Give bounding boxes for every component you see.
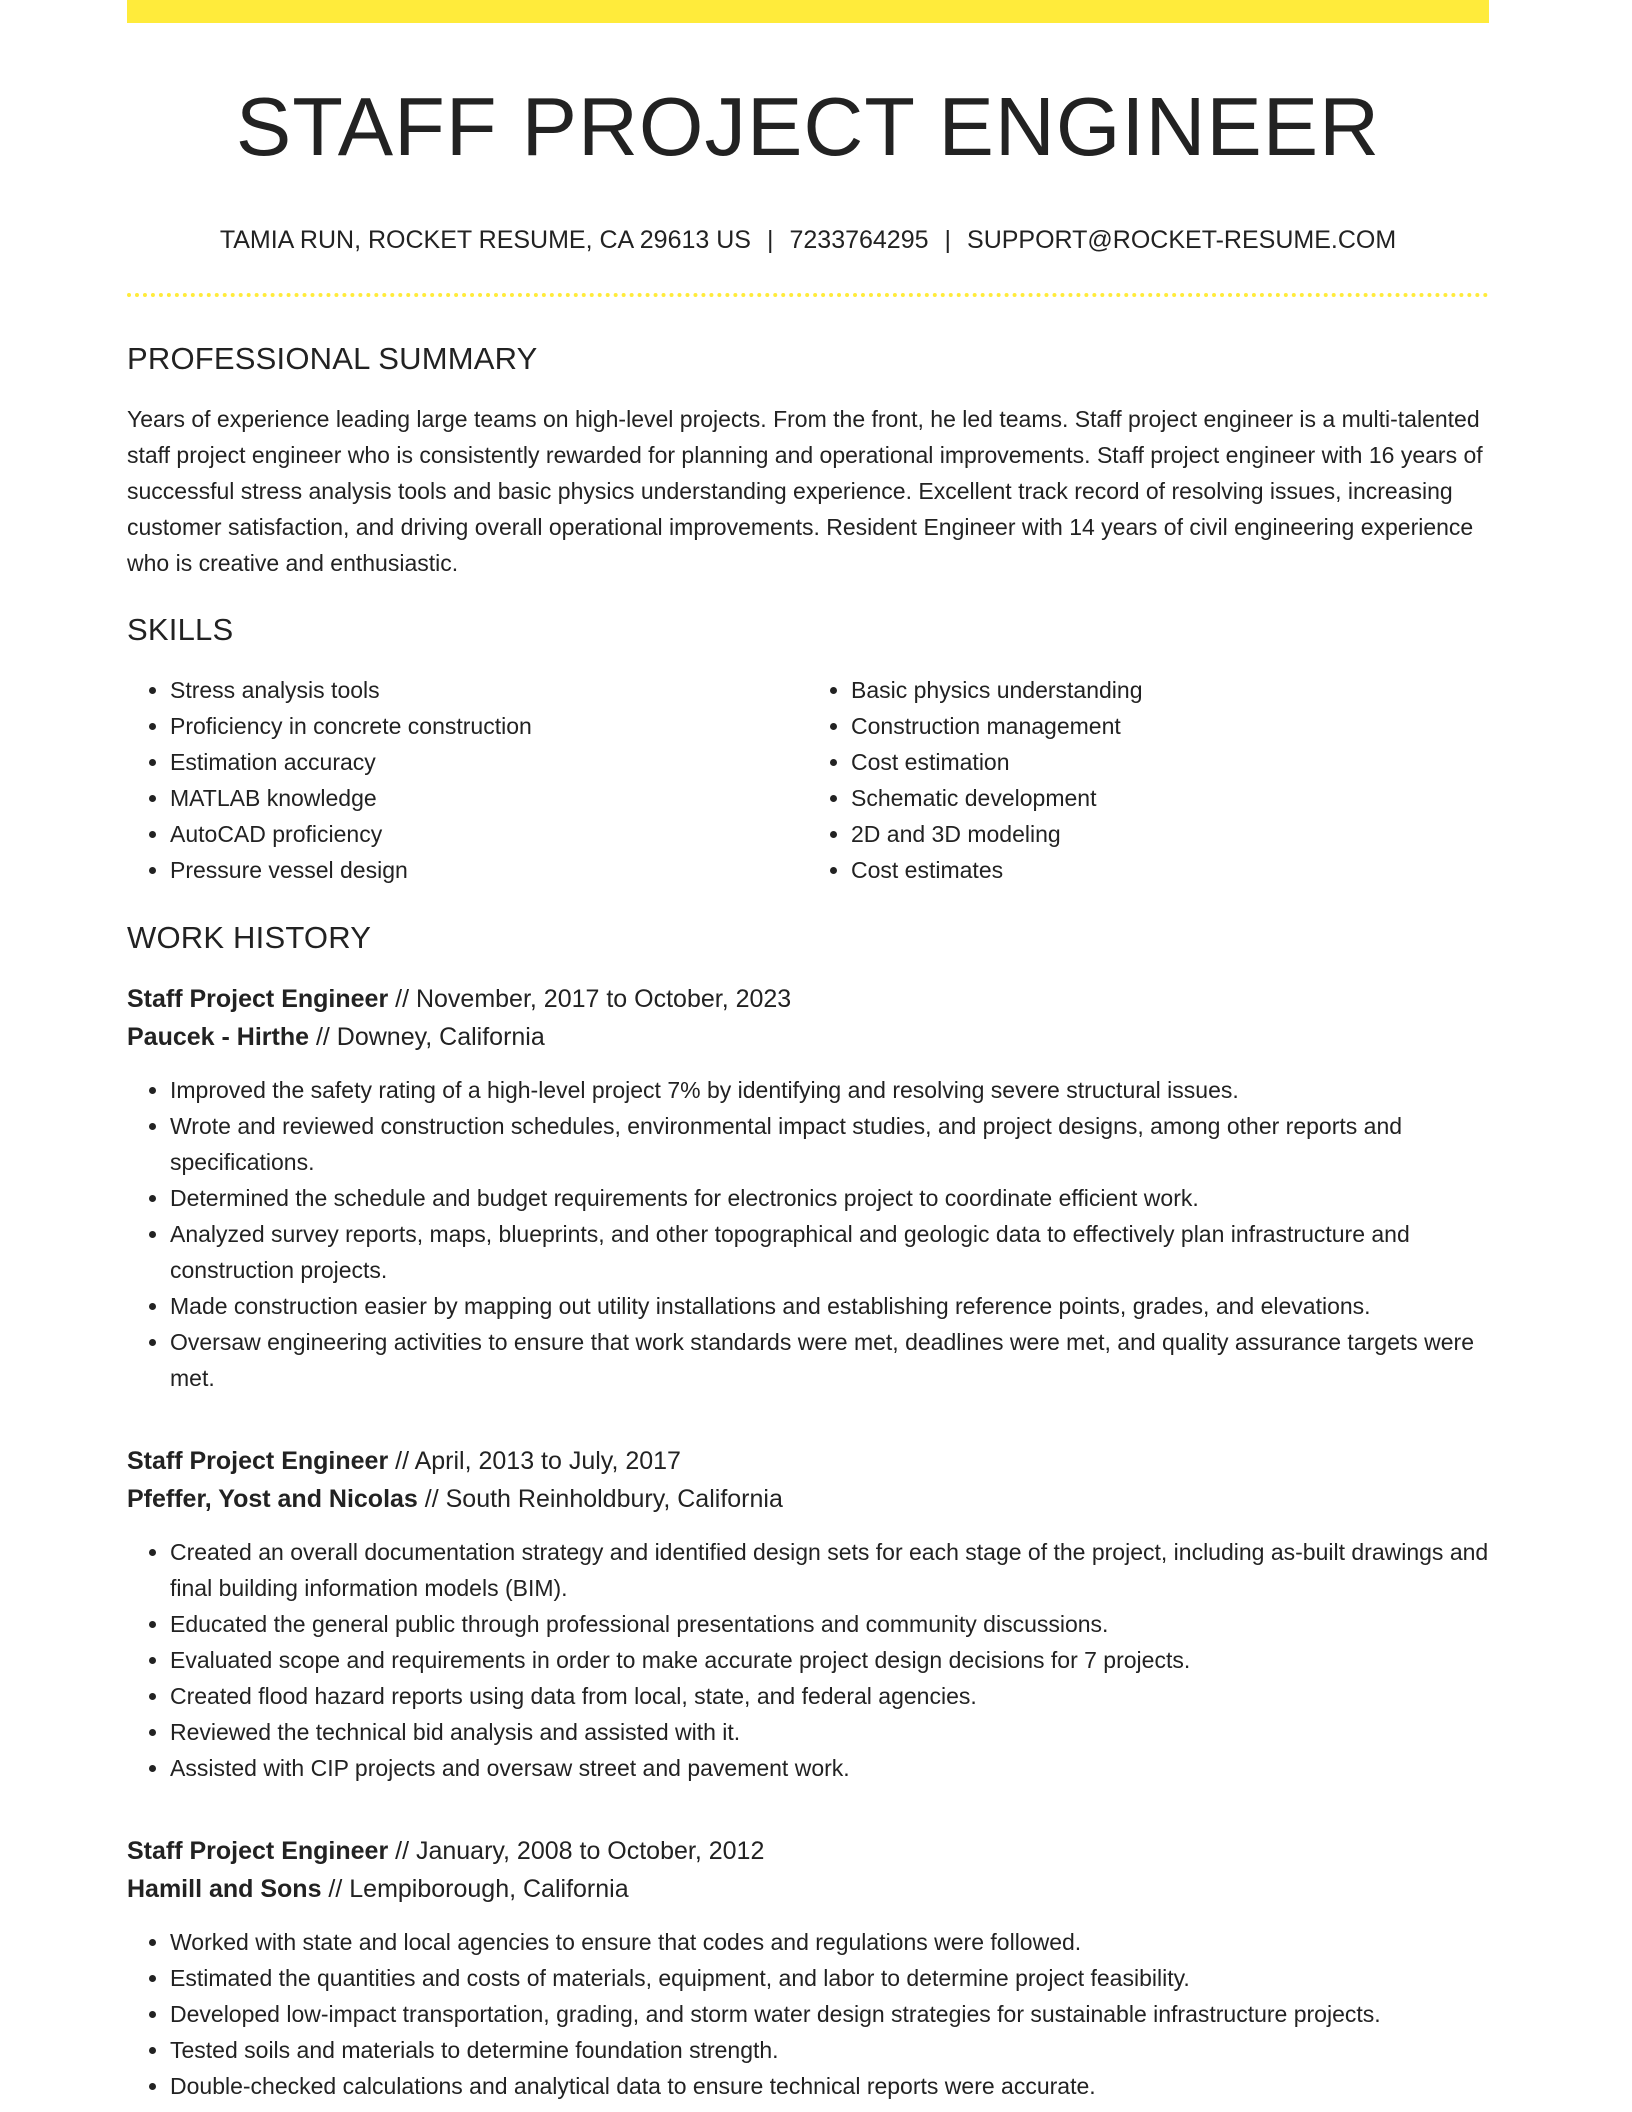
job-company: Hamill and Sons <box>127 1875 322 1904</box>
skill-item: • Basic physics understanding <box>851 672 1489 708</box>
contact-separator: | <box>944 226 952 255</box>
job-title-line <box>127 1832 1489 1870</box>
accent-bar <box>127 0 1489 23</box>
job-bullet: • Double-checked calculations and analytical data to ensure technical reports were accurate. <box>170 2068 1489 2104</box>
job-location: // South Reinholdbury, California <box>417 1485 783 1514</box>
job-bullets <box>127 1534 1489 1786</box>
job-bullets <box>127 1924 1489 2104</box>
section-title-work-history: WORK HISTORY <box>127 920 372 956</box>
job-title-line <box>127 1442 1489 1480</box>
job-bullet: • Evaluated scope and requirements in order to make accurate project design decisions for 7 projects. <box>170 1642 1489 1678</box>
job-bullet: • Educated the general public through professional presentations and community discussions. <box>170 1606 1489 1642</box>
job-role: Staff Project Engineer <box>127 1837 389 1866</box>
job-location: // Downey, California <box>309 1023 545 1052</box>
job-bullet: • Created flood hazard reports using data from local, state, and federal agencies. <box>170 1678 1489 1714</box>
skill-item: • Pressure vessel design <box>170 852 808 888</box>
skills-list-left <box>127 672 808 888</box>
work-history-list <box>127 980 1489 2104</box>
job-dates: // January, 2008 to October, 2012 <box>388 1837 765 1866</box>
skill-item: • Estimation accuracy <box>170 744 808 780</box>
skill-item: • Proficiency in concrete construction <box>170 708 808 744</box>
job-company-line <box>127 1480 1489 1518</box>
contact-email: SUPPORT@ROCKET-RESUME.COM <box>967 226 1397 255</box>
job-entry <box>127 1832 1489 2104</box>
job-company-line <box>127 1870 1489 1908</box>
job-company: Paucek - Hirthe <box>127 1023 310 1052</box>
job-company: Pfeffer, Yost and Nicolas <box>127 1485 418 1514</box>
skill-item: • Schematic development <box>851 780 1489 816</box>
skill-item: • Construction management <box>851 708 1489 744</box>
resume-title: STAFF PROJECT ENGINEER <box>235 80 1381 173</box>
skill-item: • MATLAB knowledge <box>170 780 808 816</box>
job-bullet: • Tested soils and materials to determine foundation strength. <box>170 2032 1489 2068</box>
job-entry <box>127 980 1489 1396</box>
job-bullet: • Determined the schedule and budget requirements for electronics project to coordinate efficient work. <box>170 1180 1489 1216</box>
skills-columns <box>127 672 1489 888</box>
job-bullet: • Developed low-impact transportation, grading, and storm water design strategies for sustainable infrastructure projects. <box>170 1996 1489 2032</box>
job-dates: // November, 2017 to October, 2023 <box>388 985 792 1014</box>
summary-text: Years of experience leading large teams on high-level projects. From the front, he led teams. Staff project engineer is a multi-talented staff project engineer who is consistently rewarded for planning and operational improvements. Staff project engineer with 16 years of successful stress analysis tools and basic physics understanding experience. Excellent track record of resolving issues, increasing customer satisfaction, and driving overall operational improvements. Resident Engineer with 14 years of civil engineering experience who is creative and enthusiastic. <box>127 405 1483 576</box>
job-bullets <box>127 1072 1489 1396</box>
skill-item: • 2D and 3D modeling <box>851 816 1489 852</box>
contact-phone: 7233764295 <box>789 226 929 255</box>
job-bullet: • Created an overall documentation strategy and identified design sets for each stage of the project, including as-built drawings and final building information models (BIM). <box>170 1534 1489 1606</box>
contact-separator: | <box>766 226 774 255</box>
job-bullet: • Reviewed the technical bid analysis and assisted with it. <box>170 1714 1489 1750</box>
job-role: Staff Project Engineer <box>127 1447 389 1476</box>
job-bullet: • Improved the safety rating of a high-level project 7% by identifying and resolving severe structural issues. <box>170 1072 1489 1108</box>
contact-line <box>127 224 1489 257</box>
resume-content <box>127 23 1489 2104</box>
skill-item: • AutoCAD proficiency <box>170 816 808 852</box>
job-dates: // April, 2013 to July, 2017 <box>388 1447 681 1476</box>
skill-item: • Cost estimation <box>851 744 1489 780</box>
job-entry <box>127 1442 1489 1786</box>
job-bullet: • Wrote and reviewed construction schedules, environmental impact studies, and project designs, among other reports and specifications. <box>170 1108 1489 1180</box>
job-bullet: • Estimated the quantities and costs of materials, equipment, and labor to determine project feasibility. <box>170 1960 1489 1996</box>
skill-item: • Cost estimates <box>851 852 1489 888</box>
job-location: // Lempiborough, California <box>321 1875 629 1904</box>
dotted-divider <box>127 293 1489 297</box>
job-bullet: • Worked with state and local agencies to ensure that codes and regulations were followed. <box>170 1924 1489 1960</box>
job-role: Staff Project Engineer <box>127 985 389 1014</box>
job-bullet: • Oversaw engineering activities to ensure that work standards were met, deadlines were met, and quality assurance targets were met. <box>170 1324 1489 1396</box>
job-title-line <box>127 980 1489 1018</box>
job-bullet: • Assisted with CIP projects and oversaw street and pavement work. <box>170 1750 1489 1786</box>
skills-list-right <box>808 672 1489 888</box>
skill-item: • Stress analysis tools <box>170 672 808 708</box>
job-bullet: • Made construction easier by mapping out utility installations and establishing reference points, grades, and elevations. <box>170 1288 1489 1324</box>
contact-address: TAMIA RUN, ROCKET RESUME, CA 29613 US <box>219 226 751 255</box>
job-company-line <box>127 1018 1489 1056</box>
job-bullet: • Analyzed survey reports, maps, blueprints, and other topographical and geologic data to effectively plan infrastructure and construction projects. <box>170 1216 1489 1288</box>
section-title-summary: PROFESSIONAL SUMMARY <box>127 340 538 376</box>
section-title-skills: SKILLS <box>127 611 234 647</box>
